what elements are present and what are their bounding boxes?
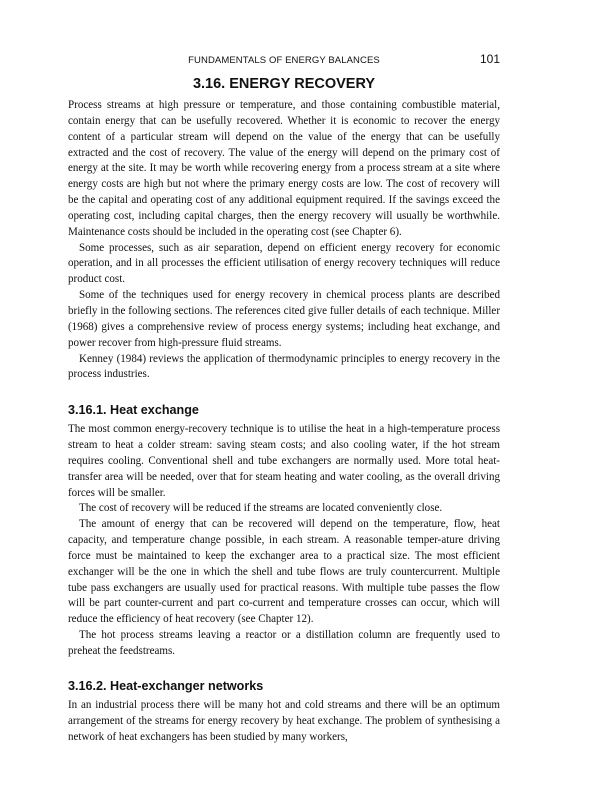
page-number: 101 <box>479 52 500 66</box>
running-header <box>68 52 500 68</box>
paragraph: Some processes, such as air separation, depend on efficient energy recovery for economic operation, and in all processes the efficient utilisation of energy recovery techniques will reduce product cost. <box>68 241 500 286</box>
page <box>68 52 500 745</box>
paragraph: Process streams at high pressure or temperature, and those containing combustible material, contain energy that can be usefully recovered. Whether it is economic to recover the energy content of a particular stream will depend on the value of the energy that can be usefully extracted and the cost of recovery. The value of the energy will depend on the primary cost of energy at the site. It may be worth while recovering energy from a process stream at a site where energy costs are high but not where the primary energy costs are low. The cost of recovery will be the capital and operating cost of any additional equipment required. If the savings exceed the operating cost, including capital charges, then the energy recovery will usually be worthwhile. Maintenance costs should be included in the operating cost (see Chapter 6). <box>68 99 500 238</box>
paragraph: Kenney (1984) reviews the application of thermodynamic principles to energy recovery in the process industries. <box>68 352 500 381</box>
running-title: FUNDAMENTALS OF ENERGY BALANCES <box>188 55 380 66</box>
paragraph: The hot process streams leaving a reactor or a distillation column are frequently used to preheat the feedstreams. <box>68 629 500 657</box>
subsection-title-heat-exchange: 3.16.1. Heat exchange <box>68 403 199 418</box>
subsection-title-heat-exchanger-networks: 3.16.2. Heat-exchanger networks <box>68 678 264 693</box>
section-title: 3.16. ENERGY RECOVERY <box>192 76 376 92</box>
paragraph: The cost of recovery will be reduced if the streams are located conveniently close. <box>79 502 443 515</box>
paragraph: The amount of energy that can be recovered will depend on the temperature, flow, heat capacity, and temperature change possible, in each stream. A reasonable temper-ature driving force must be maintained to keep the exchanger area to a practical size. The most efficient exchanger will be the one in which the shell and tube flows are truly countercurrent. Multiple tube pass exchangers are usually used for practical reasons. With multiple tube passes the flow will be part counter-current and part co-current and temperature crosses can occur, which will reduce the efficiency of heat recovery (see Chapter 12). <box>68 518 500 626</box>
paragraph: Some of the techniques used for energy recovery in chemical process plants are described briefly in the following sections. The references cited give fuller details of each technique. Miller (1968) gives a comprehensive review of process energy systems; including heat exchange, and power recover from high-pressure fluid streams. <box>68 289 500 349</box>
paragraph: In an industrial process there will be many hot and cold streams and there will be an optimum arrangement of the streams for energy recovery by heat exchange. The problem of synthesising a network of heat exchangers has been studied by many workers, <box>68 698 500 743</box>
paragraph: The most common energy-recovery technique is to utilise the heat in a high-temperature process stream to heat a colder stream: saving steam costs; and also cooling water, if the hot stream requires cooling. Conventional shell and tube exchangers are normally used. More total heat-transfer area will be needed, over that for steam heating and water cooling, as the overall driving forces will be smaller. <box>68 423 500 499</box>
